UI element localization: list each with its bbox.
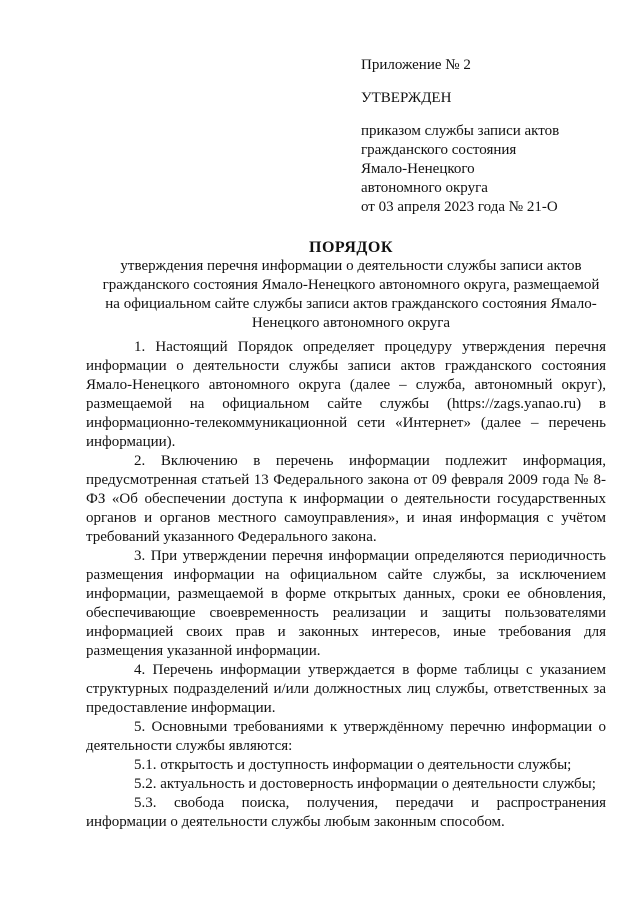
annex-number: Приложение № 2 (361, 57, 471, 73)
paragraph-2: 2. Включению в перечень информации подлежит информация, предусмотренная статьей 13 Федерального закона от 09 февраля 2009 года № 8-ФЗ «Об обеспечении доступа к информации о деятельности государственных органов и органов местного самоуправления», и иная информация с учётом требований указанного Федерального закона. (86, 453, 606, 545)
subitem-5-3: 5.3. свобода поиска, получения, передачи и распространения информации о деятельности службы любым законным способом. (86, 795, 606, 830)
approval-stamp-block (361, 56, 621, 217)
approval-line: гражданского состояния (361, 142, 517, 158)
paragraph-3: 3. При утверждении перечня информации определяются периодичность размещения информации на официальном сайте службы, за исключением информации, размещаемой в форме открытых данных, сроки ее обновления, обеспечивающие своевременность реализации и защиты пользователями информацией своих прав и законных интересов, иные требования для размещения указанной информации. (86, 548, 606, 659)
document-subtitle (86, 257, 616, 333)
subitem-5-2: 5.2. актуальность и достоверность информации о деятельности службы; (134, 776, 596, 792)
subtitle-line: гражданского состояния Ямало-Ненецкого автономного округа, размещаемой (102, 277, 600, 293)
paragraph-4: 4. Перечень информации утверждается в форме таблицы с указанием структурных подразделений и/или должностных лиц службы, ответственных за предоставление информации. (86, 662, 606, 716)
subitem-5-1: 5.1. открытость и доступность информации о деятельности службы; (134, 757, 572, 773)
title-block (86, 238, 616, 333)
paragraph-5: 5. Основными требованиями к утверждённому перечню информации о деятельности службы являются: (86, 719, 606, 754)
approval-line: Ямало-Ненецкого (361, 161, 475, 177)
subtitle-line: Ненецкого автономного округа (251, 315, 451, 331)
paragraph-1: 1. Настоящий Порядок определяет процедуру утверждения перечня информации о деятельности службы записи актов гражданского состояния Ямало-Ненецкого автономного округа (далее – служба, автономный округ), размещаемой на официальном сайте службы (https://zags.yanao.ru) в информационно-телекоммуникационной сети «Интернет» (далее – перечень информации). (86, 339, 606, 450)
approval-line: автономного округа (361, 180, 488, 196)
subtitle-line: на официальном сайте службы записи актов гражданского состояния Ямало- (105, 296, 597, 312)
approved-heading: УТВЕРЖДЕН (361, 90, 452, 106)
approval-line: от 03 апреля 2023 года № 21-О (361, 199, 558, 215)
document-title: ПОРЯДОК (309, 239, 393, 256)
subtitle-line: утверждения перечня информации о деятельности службы записи актов (120, 258, 582, 274)
document-body (86, 338, 606, 832)
approval-line: приказом службы записи актов (361, 123, 560, 139)
